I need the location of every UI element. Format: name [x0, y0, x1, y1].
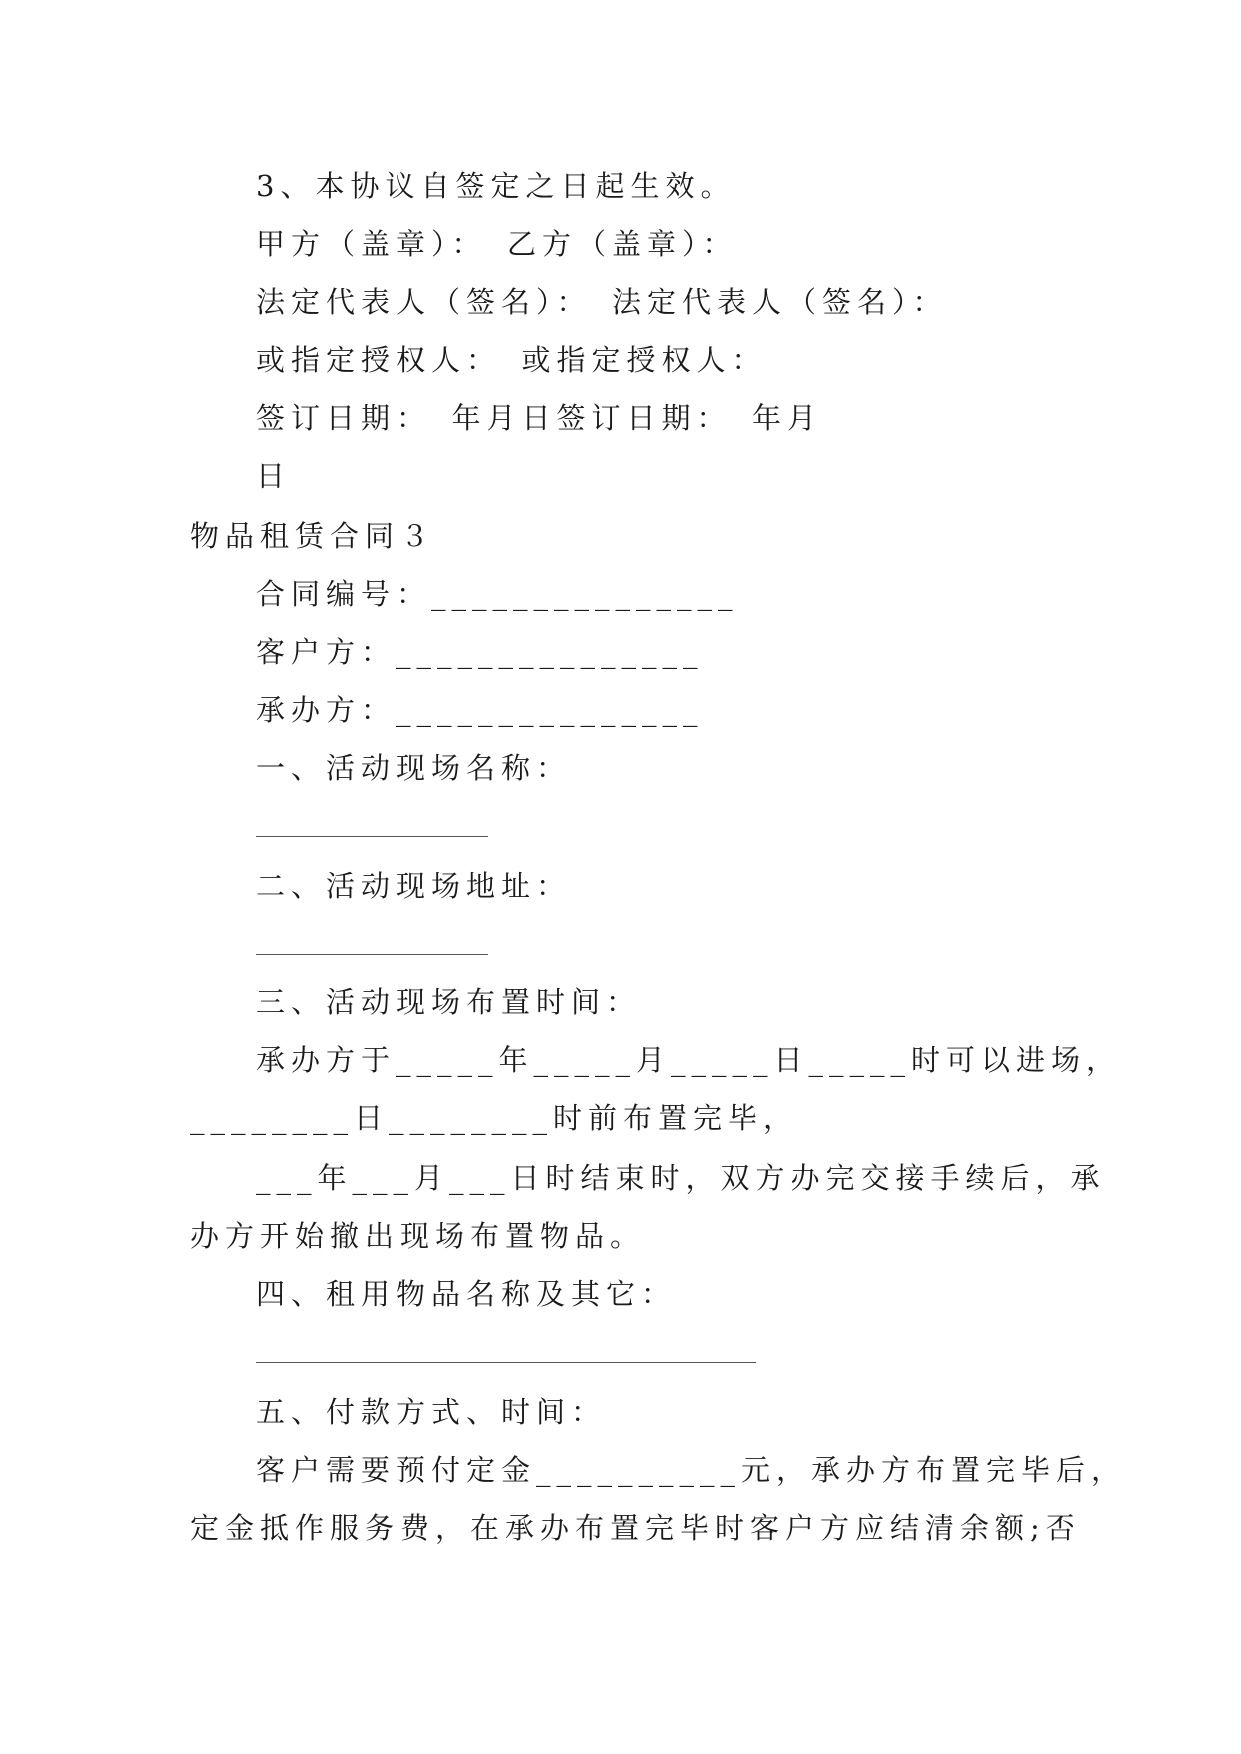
handover-line-cont: 办方开始撤出现场布置物品。 [190, 1219, 646, 1253]
contractor-line: 承办方：_______________ [256, 693, 704, 727]
setup-complete-line: ________日________时前布置完毕， [190, 1101, 799, 1135]
section-rental-items: 四、租用物品名称及其它： [256, 1277, 677, 1311]
contract-title: 物品租赁合同３ [190, 519, 436, 553]
party-seal-line: 甲方（盖章）： 乙方（盖章）： [256, 227, 738, 261]
authorized-person-line: 或指定授权人： 或指定授权人： [256, 343, 767, 377]
venue-address-blank [256, 954, 488, 955]
payment-deposit-line-cont: 定金抵作服务费，在承办布置完毕时客户方应结清余额;否 [190, 1511, 1081, 1545]
payment-deposit-line: 客户需要预付定金__________元，承办方布置完毕后， [256, 1453, 1127, 1487]
legal-rep-line: 法定代表人（签名）： 法定代表人（签名）： [256, 285, 948, 319]
clause-effective: 3、本协议自签定之日起生效。 [256, 169, 736, 203]
sign-date-line: 签订日期： 年月日签订日期： 年月 [256, 401, 823, 435]
handover-line: ___年___月___日时结束时，双方办完交接手续后，承 [256, 1161, 1106, 1195]
section-setup-time: 三、活动现场布置时间： [256, 985, 642, 1019]
client-line: 客户方：_______________ [256, 635, 704, 669]
rental-items-blank [256, 1362, 756, 1363]
venue-name-blank [256, 836, 488, 837]
contract-number-line: 合同编号：_______________ [256, 577, 739, 611]
setup-entry-time-line: 承办方于_____年_____月_____日_____时可以进场， [256, 1043, 1122, 1077]
sign-date-line-cont: 日 [256, 459, 292, 493]
section-payment: 五、付款方式、时间： [256, 1395, 607, 1429]
section-venue-address: 二、活动现场地址： [256, 869, 572, 903]
section-venue-name: 一、活动现场名称： [256, 751, 572, 785]
